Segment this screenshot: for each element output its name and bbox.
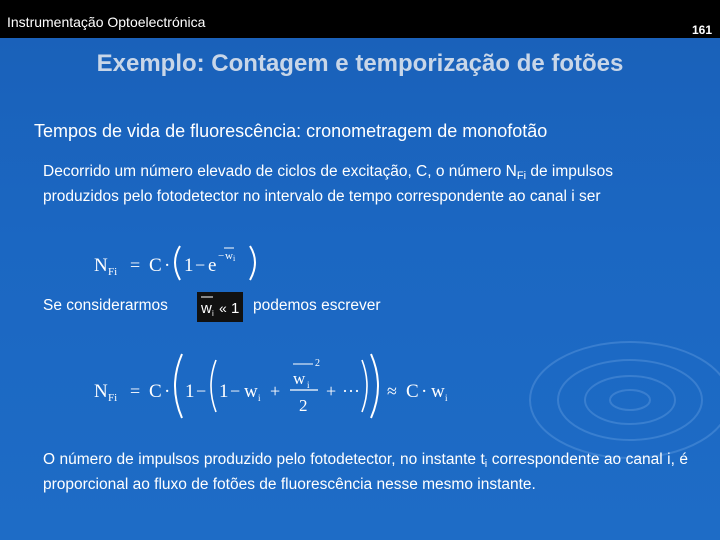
eq2-frac-den: 2 (299, 396, 308, 415)
eq2-plus: + (270, 381, 281, 401)
eq2-open-paren-inner (211, 360, 216, 412)
eq1-equals: = (130, 255, 141, 275)
eq2-w-sub: i (258, 393, 261, 403)
eq1-minus: − (195, 255, 206, 275)
eq2-approx: ≈ (387, 381, 397, 401)
equation-nfi-exact (90, 240, 280, 284)
eq1-c: C (149, 255, 162, 276)
para1-subscript: Fi (516, 170, 527, 182)
eq2-plus2: + (326, 381, 337, 401)
equation-nfi-approx (90, 350, 470, 422)
eq2-frac-num-sub: i (307, 380, 310, 390)
eq2-dots: ··· (342, 381, 360, 401)
eq1-one: 1 (184, 255, 194, 276)
eq1-close-paren (250, 246, 255, 280)
eq1-n-sub: Fi (108, 266, 118, 278)
para1-text-a: Decorrido um número elevado de ciclos de excitação, C, o número N (43, 163, 517, 180)
eq1-dot: · (164, 255, 171, 276)
condition-formula (197, 292, 243, 322)
slide-subtitle: Tempos de vida de fluorescência: cronometragem de monofotão (34, 121, 548, 141)
eq2-w2-sub: i (445, 393, 448, 403)
eq1-exp-i: i (233, 254, 236, 263)
para1-text-b: de impulsos produzidos pelo fotodetector no intervalo de tempo correspondente ao canal i ser (43, 163, 614, 205)
eq2-one2: 1 (219, 381, 229, 402)
eq1-exp-w: w (225, 250, 233, 262)
condition-box (197, 292, 243, 322)
eq2-frac-exp: 2 (315, 358, 320, 369)
para3-subscript: i (484, 458, 488, 470)
eq2-close-paren-inner (362, 360, 367, 412)
cond-one: 1 (231, 300, 240, 317)
eq1-e: e (208, 255, 217, 276)
eq1-n: N (94, 255, 108, 276)
para3-text-b: correspondente ao canal i, é proporcional ao fluxo de fotões de fluorescência nesse mesmo instante. (43, 451, 688, 493)
eq2-c2: C (406, 381, 419, 402)
eq2-equals: = (130, 381, 141, 401)
eq2-close-paren-outer (371, 354, 378, 418)
para3-text-a: O número de impulsos produzido pelo fotodetector, no instante t (43, 451, 485, 468)
eq1-open-paren (175, 246, 180, 280)
eq2-frac-num: w (293, 369, 306, 388)
eq2-open-paren-outer (175, 354, 182, 418)
eq1-exp-minus: − (218, 250, 225, 262)
eq2-dot2: · (421, 381, 428, 402)
eq2-n: N (94, 381, 108, 402)
eq2-one: 1 (185, 381, 195, 402)
cond-rel: « (219, 300, 227, 316)
page-number: 161 (691, 23, 712, 37)
header-title: Instrumentação Optoelectrónica (7, 14, 206, 30)
eq2-minus: − (196, 381, 207, 401)
eq2-dot: · (164, 381, 171, 402)
paragraph-conclusion (43, 450, 688, 495)
eq2-n-sub: Fi (108, 392, 118, 404)
eq2-w: w (244, 381, 258, 402)
eq2-minus2: − (230, 381, 241, 401)
cond-w: w (201, 300, 212, 317)
cond-w-sub: i (212, 309, 214, 318)
paragraph-condition-left: Se considerarmos (43, 297, 168, 314)
eq2-w2: w (431, 381, 445, 402)
paragraph-intro (43, 162, 663, 207)
eq2-c: C (149, 381, 162, 402)
slide-title: Exemplo: Contagem e temporização de fotões (96, 50, 624, 77)
paragraph-condition-right: podemos escrever (253, 297, 381, 314)
